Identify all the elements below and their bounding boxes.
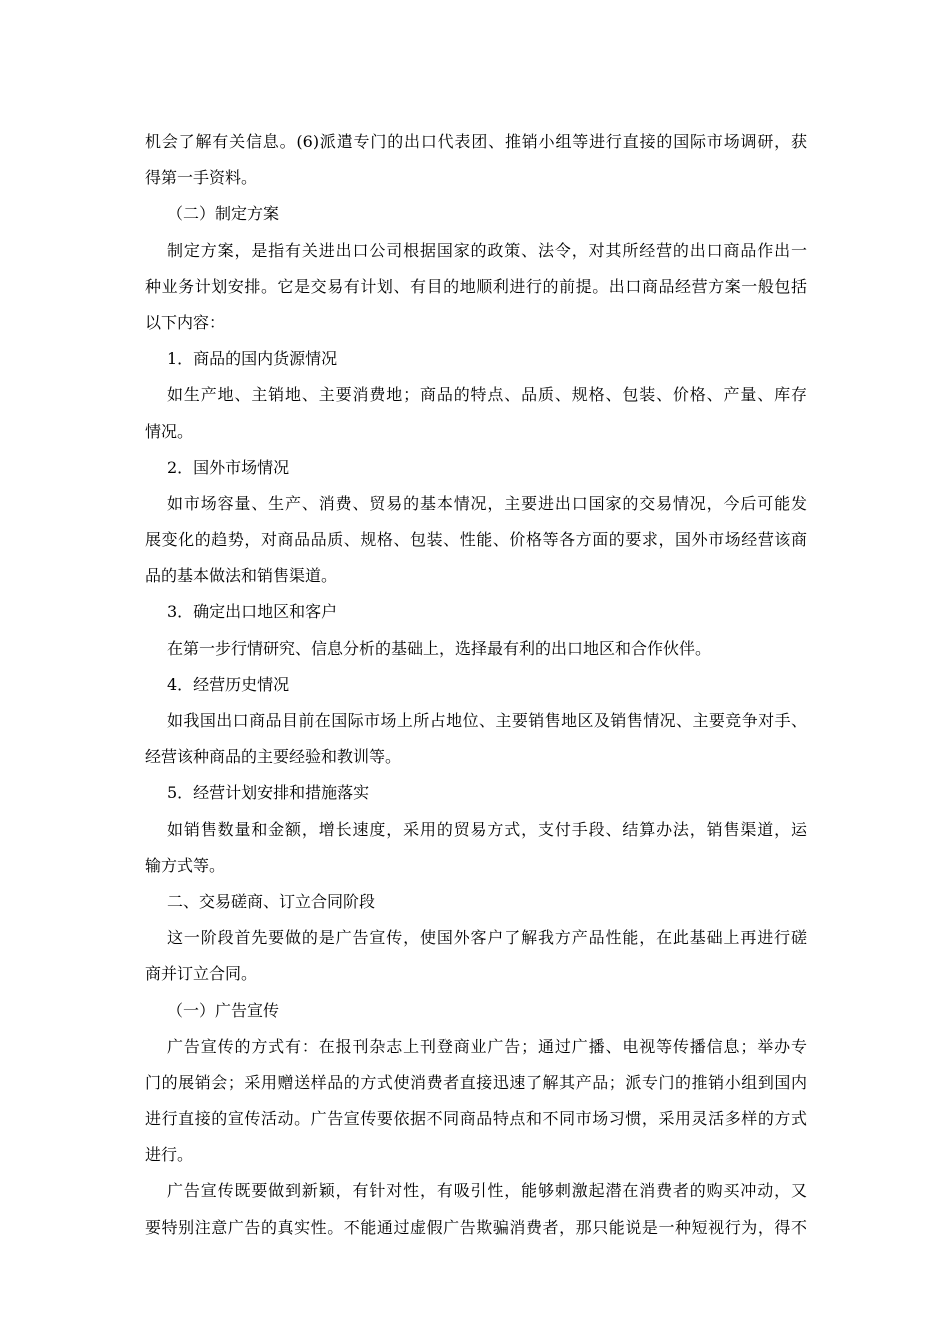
text-line: 这一阶段首先要做的是广告宣传，使国外客户了解我方产品性能，在此基础上再进行磋 — [167, 928, 807, 948]
text-line: 品的基本做法和销售渠道。 — [145, 566, 338, 586]
text-line: 3．确定出口地区和客户 — [167, 602, 338, 622]
text-line: 广告宣传的方式有：在报刊杂志上刊登商业广告；通过广播、电视等传播信息；举办专 — [167, 1036, 807, 1056]
text-line: （一）广告宣传 — [167, 1000, 280, 1020]
text-line: 商并订立合同。 — [145, 964, 258, 984]
text-line: 门的展销会；采用赠送样品的方式使消费者直接迅速了解其产品；派专门的推销小组到国内 — [145, 1072, 807, 1092]
text-line: 如我国出口商品目前在国际市场上所占地位、主要销售地区及销售情况、主要竞争对手、 — [167, 711, 807, 730]
text-line: 输方式等。 — [145, 855, 226, 875]
text-line: 情况。 — [145, 421, 194, 441]
text-line: 在第一步行情研究、信息分析的基础上，选择最有利的出口地区和合作伙伴。 — [167, 638, 712, 658]
text-line: 2．国外市场情况 — [167, 457, 290, 477]
text-line: 机会了解有关信息。(6)派遣专门的出口代表团、推销小组等进行直接的国际市场调研，获 — [145, 132, 807, 151]
text-line: 5．经营计划安排和措施落实 — [167, 783, 370, 803]
text-line: 进行。 — [145, 1145, 194, 1165]
text-line: 经营该种商品的主要经验和教训等。 — [145, 747, 402, 767]
document-body — [145, 124, 807, 1246]
text-line: 如市场容量、生产、消费、贸易的基本情况，主要进出口国家的交易情况，今后可能发 — [167, 493, 807, 513]
text-line: 1．商品的国内货源情况 — [167, 349, 338, 369]
text-line: 以下内容： — [145, 312, 226, 332]
text-line: 制定方案，是指有关进出口公司根据国家的政策、法令，对其所经营的出口商品作出一 — [167, 240, 807, 260]
text-line: 展变化的趋势，对商品品质、规格、包装、性能、价格等各方面的要求，国外市场经营该商 — [145, 530, 807, 550]
text-line: 如销售数量和金额，增长速度，采用的贸易方式，支付手段、结算办法，销售渠道，运 — [167, 819, 807, 839]
text-line: 要特别注意广告的真实性。不能通过虚假广告欺骗消费者，那只能说是一种短视行为，得不 — [145, 1217, 807, 1237]
text-line: （二）制定方案 — [167, 204, 280, 224]
text-line: 如生产地、主销地、主要消费地；商品的特点、品质、规格、包装、价格、产量、库存 — [167, 385, 807, 405]
text-line: 种业务计划安排。它是交易有计划、有目的地顺利进行的前提。出口商品经营方案一般包括 — [145, 276, 807, 296]
text-line: 进行直接的宣传活动。广告宣传要依据不同商品特点和不同市场习惯，采用灵活多样的方式 — [145, 1109, 807, 1129]
text-line: 广告宣传既要做到新颖，有针对性，有吸引性，能够刺激起潜在消费者的购买冲动，又 — [167, 1181, 807, 1201]
text-line: 4．经营历史情况 — [167, 674, 290, 694]
text-line: 二、交易磋商、订立合同阶段 — [167, 891, 376, 911]
text-line: 得第一手资料。 — [145, 168, 258, 188]
